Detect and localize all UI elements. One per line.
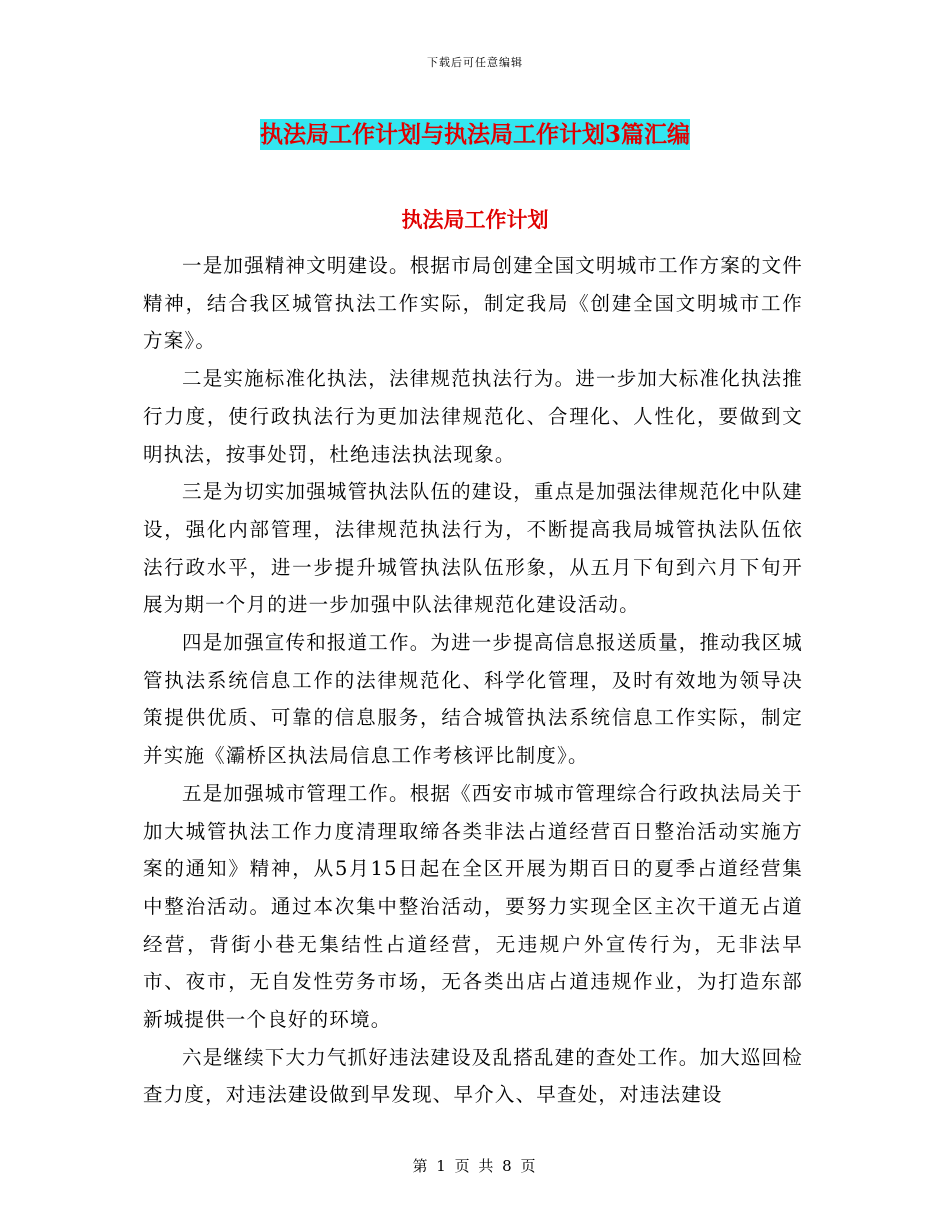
body-text xyxy=(143,247,803,1114)
header-note: 下载后可任意编辑 xyxy=(427,56,523,69)
section-title: 执法局工作计划 xyxy=(401,207,549,232)
paragraph-3: 三是为切实加强城管执法队伍的建设，重点是加强法律规范化中队建设，强化内部管理，法律规范执法行为，不断提高我局城管执法队伍依法行政水平，进一步提升城管执法队伍形象，从五月下旬到六月下旬开展为期一个月的进一步加强中队法律规范化建设活动。 xyxy=(143,480,804,617)
document-title-text: 执法局工作计划与执法局工作计划3篇汇编 xyxy=(259,121,690,148)
page-footer: 第 1 页 共 8 页 xyxy=(412,1157,538,1175)
paragraph-1: 一是加强精神文明建设。根据市局创建全国文明城市工作方案的文件精神，结合我区城管执法工作实际，制定我局《创建全国文明城市工作方案》。 xyxy=(143,254,804,353)
paragraph-5: 五是加强城市管理工作。根据《西安市城市管理综合行政执法局关于加大城管执法工作力度清理取缔各类非法占道经营百日整治活动实施方案的通知》精神，从5月15日起在全区开展为期百日的夏季占道经营集中整治活动。通过本次集中整治活动，要努力实现全区主次干道无占道经营，背街小巷无集结性占道经营，无违规户外宣传行为，无非法早市、夜市，无自发性劳务市场，无各类出店占道违规作业，为打造东部新城提供一个良好的环境。 xyxy=(143,781,804,1032)
document-title xyxy=(0,116,950,149)
paragraph-6: 六是继续下大力气抓好违法建设及乱搭乱建的查处工作。加大巡回检查力度，对违法建设做到早发现、早介入、早查处，对违法建设 xyxy=(143,1045,804,1107)
paragraph-2: 二是实施标准化执法，法律规范执法行为。进一步加大标准化执法推行力度，使行政执法行为更加法律规范化、合理化、人性化，要做到文明执法，按事处罚，杜绝违法执法现象。 xyxy=(143,367,804,466)
paragraph-4: 四是加强宣传和报道工作。为进一步提高信息报送质量，推动我区城管执法系统信息工作的法律规范化、科学化管理，及时有效地为领导决策提供优质、可靠的信息服务，结合城管执法系统信息工作实际，制定并实施《灞桥区执法局信息工作考核评比制度》。 xyxy=(143,631,804,768)
